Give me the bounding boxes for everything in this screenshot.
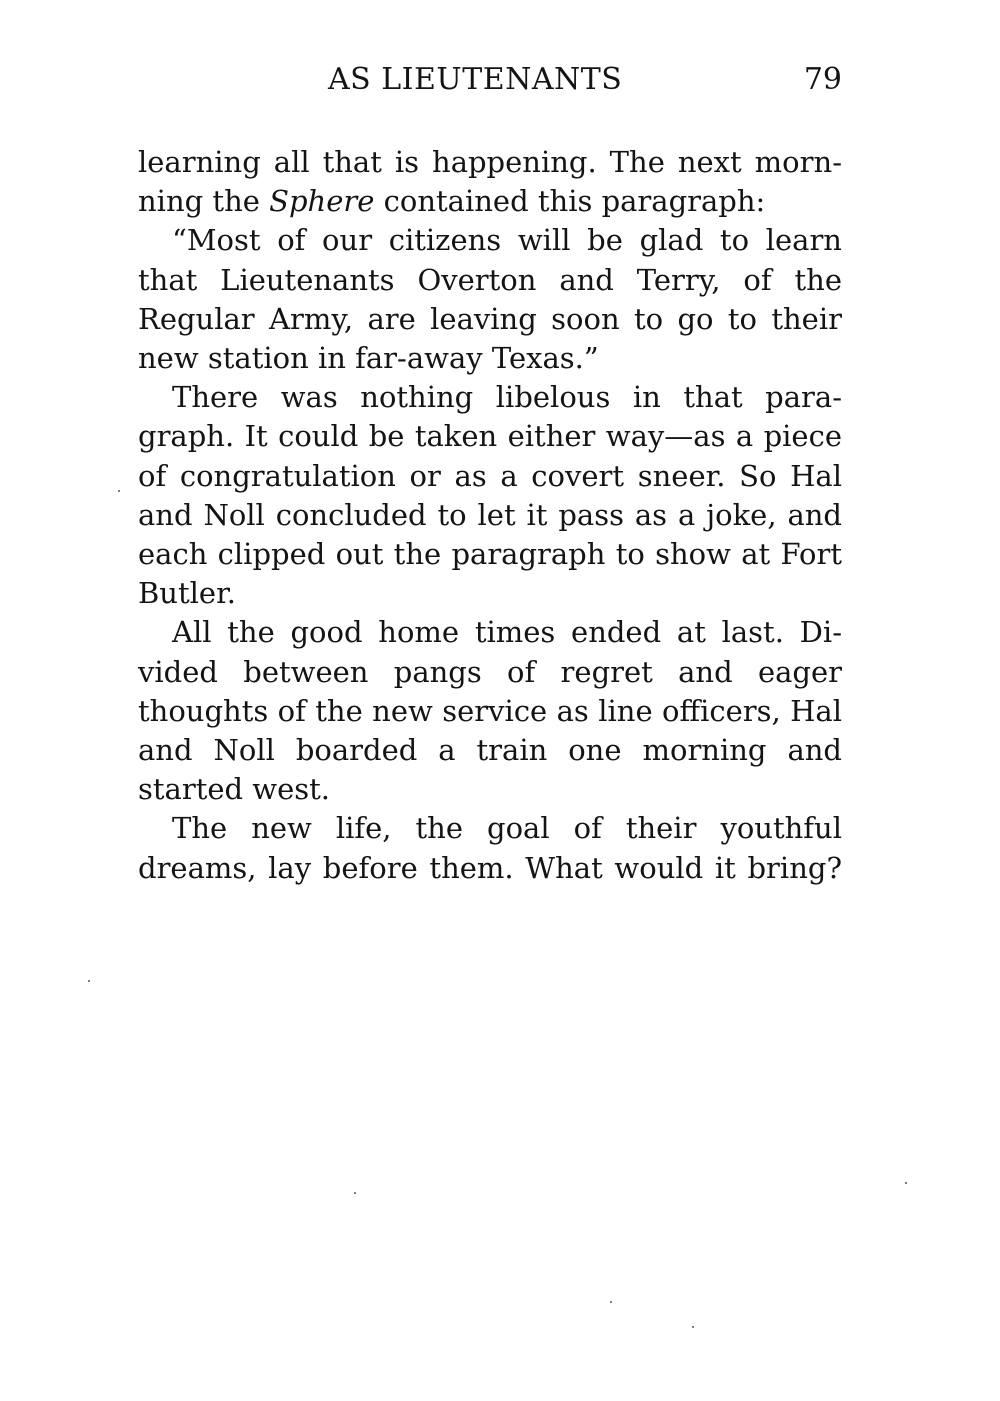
paragraph-2: “Most of our citizens will be glad to learn that Lieutenants Overton and Terry, of the Regular Army, are leaving soon to go to their new station in far-away Texas.” [138, 223, 842, 376]
paragraph-1-text-start: learning all that is happening. The next mornning the [138, 145, 842, 219]
paragraph-1 [138, 143, 842, 221]
paragraph-4: All the good home times ended at last. Divided between pangs of regret and eager thoughts of the new service as line officers, Hal and Noll boarded a train one morning and started west. [138, 615, 842, 807]
page-header [138, 60, 842, 100]
scan-speck [354, 1192, 356, 1194]
newspaper-title: Sphere [269, 184, 375, 219]
running-head: AS LIEUTENANTS [328, 62, 623, 97]
scan-speck [905, 1182, 907, 1184]
page-number: 79 [803, 62, 842, 97]
body-text [138, 143, 842, 888]
paragraph-1-text-end: contained this paragraph: [374, 184, 766, 219]
scan-speck [692, 1326, 694, 1328]
scan-speck [610, 1301, 612, 1303]
paragraph-3: There was nothing libelous in that paragraph. It could be taken either way—as a piece of congratulation or as a covert sneer. So Hal and Noll concluded to let it pass as a joke, and each clipped out the paragraph to show at Fort Butler. [138, 380, 842, 611]
paragraph-5: The new life, the goal of their youthful dreams, lay before them. What would it bring? [138, 811, 842, 885]
scan-speck [118, 490, 120, 492]
scan-speck [88, 980, 90, 982]
